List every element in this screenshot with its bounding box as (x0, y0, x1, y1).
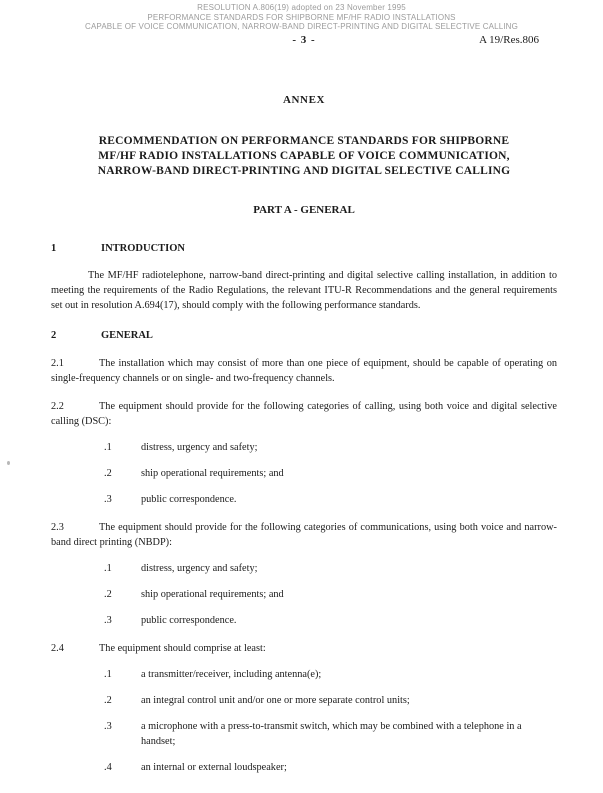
list-item (104, 760, 557, 775)
scan-header-line-1: RESOLUTION A.806(19) adopted on 23 November 1995 (197, 3, 406, 12)
section-number: 1 (51, 242, 57, 254)
document-title-line-2: MF/HF RADIO INSTALLATIONS CAPABLE OF VOICE COMMUNICATION, (98, 149, 510, 162)
item-label: .3 (104, 614, 112, 626)
clause-text: The equipment should provide for the following categories of calling, using both voice and digital selective calling (DSC): (51, 400, 557, 427)
clause-number: 2.1 (51, 357, 64, 369)
list-item (104, 561, 557, 576)
section-2-heading (51, 328, 557, 343)
document-title-line-3: NARROW-BAND DIRECT-PRINTING AND DIGITAL SELECTIVE CALLING (97, 164, 511, 177)
item-text: an internal or external loudspeaker; (141, 761, 287, 773)
doc-reference: A 19/Res.806 (479, 33, 539, 46)
page-number: - 3 - (292, 33, 316, 46)
list-item (104, 587, 557, 602)
clause-2-2 (51, 399, 557, 429)
clause-number: 2.4 (51, 642, 64, 654)
item-label: .2 (104, 694, 112, 706)
item-text: public correspondence. (141, 493, 237, 505)
list-item (104, 613, 557, 628)
scan-header-line-2: PERFORMANCE STANDARDS FOR SHIPBORNE MF/HF RADIO INSTALLATIONS (147, 12, 456, 22)
item-label: .3 (104, 720, 112, 732)
list-item (104, 440, 557, 455)
list-item (104, 492, 557, 507)
annex-label: ANNEX (282, 93, 326, 106)
scan-header-line-3: CAPABLE OF VOICE COMMUNICATION, NARROW-BAND DIRECT-PRINTING AND DIGITAL SELECTIVE CALLING (85, 22, 518, 31)
section-heading-text: INTRODUCTION (101, 242, 186, 254)
clause-text: The equipment should provide for the following categories of communications, using both voice and narrow-band direct printing (NBDP): (51, 521, 557, 548)
item-text: a microphone with a press-to-transmit switch, which may be combined with a telephone in a handset; (141, 720, 522, 747)
clause-2-1 (51, 356, 557, 386)
page-header-row (0, 34, 603, 49)
list-item (104, 693, 557, 708)
item-label: .3 (104, 493, 112, 505)
document-title-line-1: RECOMMENDATION ON PERFORMANCE STANDARDS FOR SHIPBORNE (98, 134, 510, 147)
item-text: distress, urgency and safety; (141, 562, 258, 574)
clause-text: The installation which may consist of more than one piece of equipment, should be capable of operating on single-frequency channels or on single- and two-frequency channels. (51, 357, 557, 384)
item-text: ship operational requirements; and (141, 467, 284, 479)
list-item (104, 667, 557, 682)
clause-2-3 (51, 520, 557, 550)
section-heading-text: GENERAL (101, 329, 153, 341)
item-text: distress, urgency and safety; (141, 441, 258, 453)
item-label: .4 (104, 761, 112, 773)
page-content (51, 93, 557, 775)
item-label: .2 (104, 467, 112, 479)
clause-text: The equipment should comprise at least: (99, 642, 266, 654)
section-1-heading (51, 241, 557, 256)
list-item (104, 466, 557, 481)
item-text: ship operational requirements; and (141, 588, 284, 600)
item-label: .1 (104, 562, 112, 574)
clause-number: 2.2 (51, 400, 64, 412)
item-text: public correspondence. (141, 614, 237, 626)
document-title (51, 134, 557, 179)
item-label: .2 (104, 588, 112, 600)
item-label: .1 (104, 441, 112, 453)
scan-header (0, 3, 603, 32)
list-item (104, 719, 557, 749)
section-number: 2 (51, 329, 57, 341)
part-heading: PART A - GENERAL (253, 203, 355, 216)
section-1-paragraph: The MF/HF radiotelephone, narrow-band direct-printing and digital selective calling installation, in addition to meeting the requirements of the Radio Regulations, the relevant ITU-R Recommendations and the general requirements set out in resolution A.694(17), should comply with the following performance standards. (51, 269, 557, 311)
scan-artifact (7, 461, 10, 465)
item-label: .1 (104, 668, 112, 680)
clause-number: 2.3 (51, 521, 64, 533)
item-text: a transmitter/receiver, including antenna(e); (141, 668, 322, 680)
clause-2-4 (51, 641, 557, 656)
item-text: an integral control unit and/or one or more separate control units; (141, 694, 410, 706)
